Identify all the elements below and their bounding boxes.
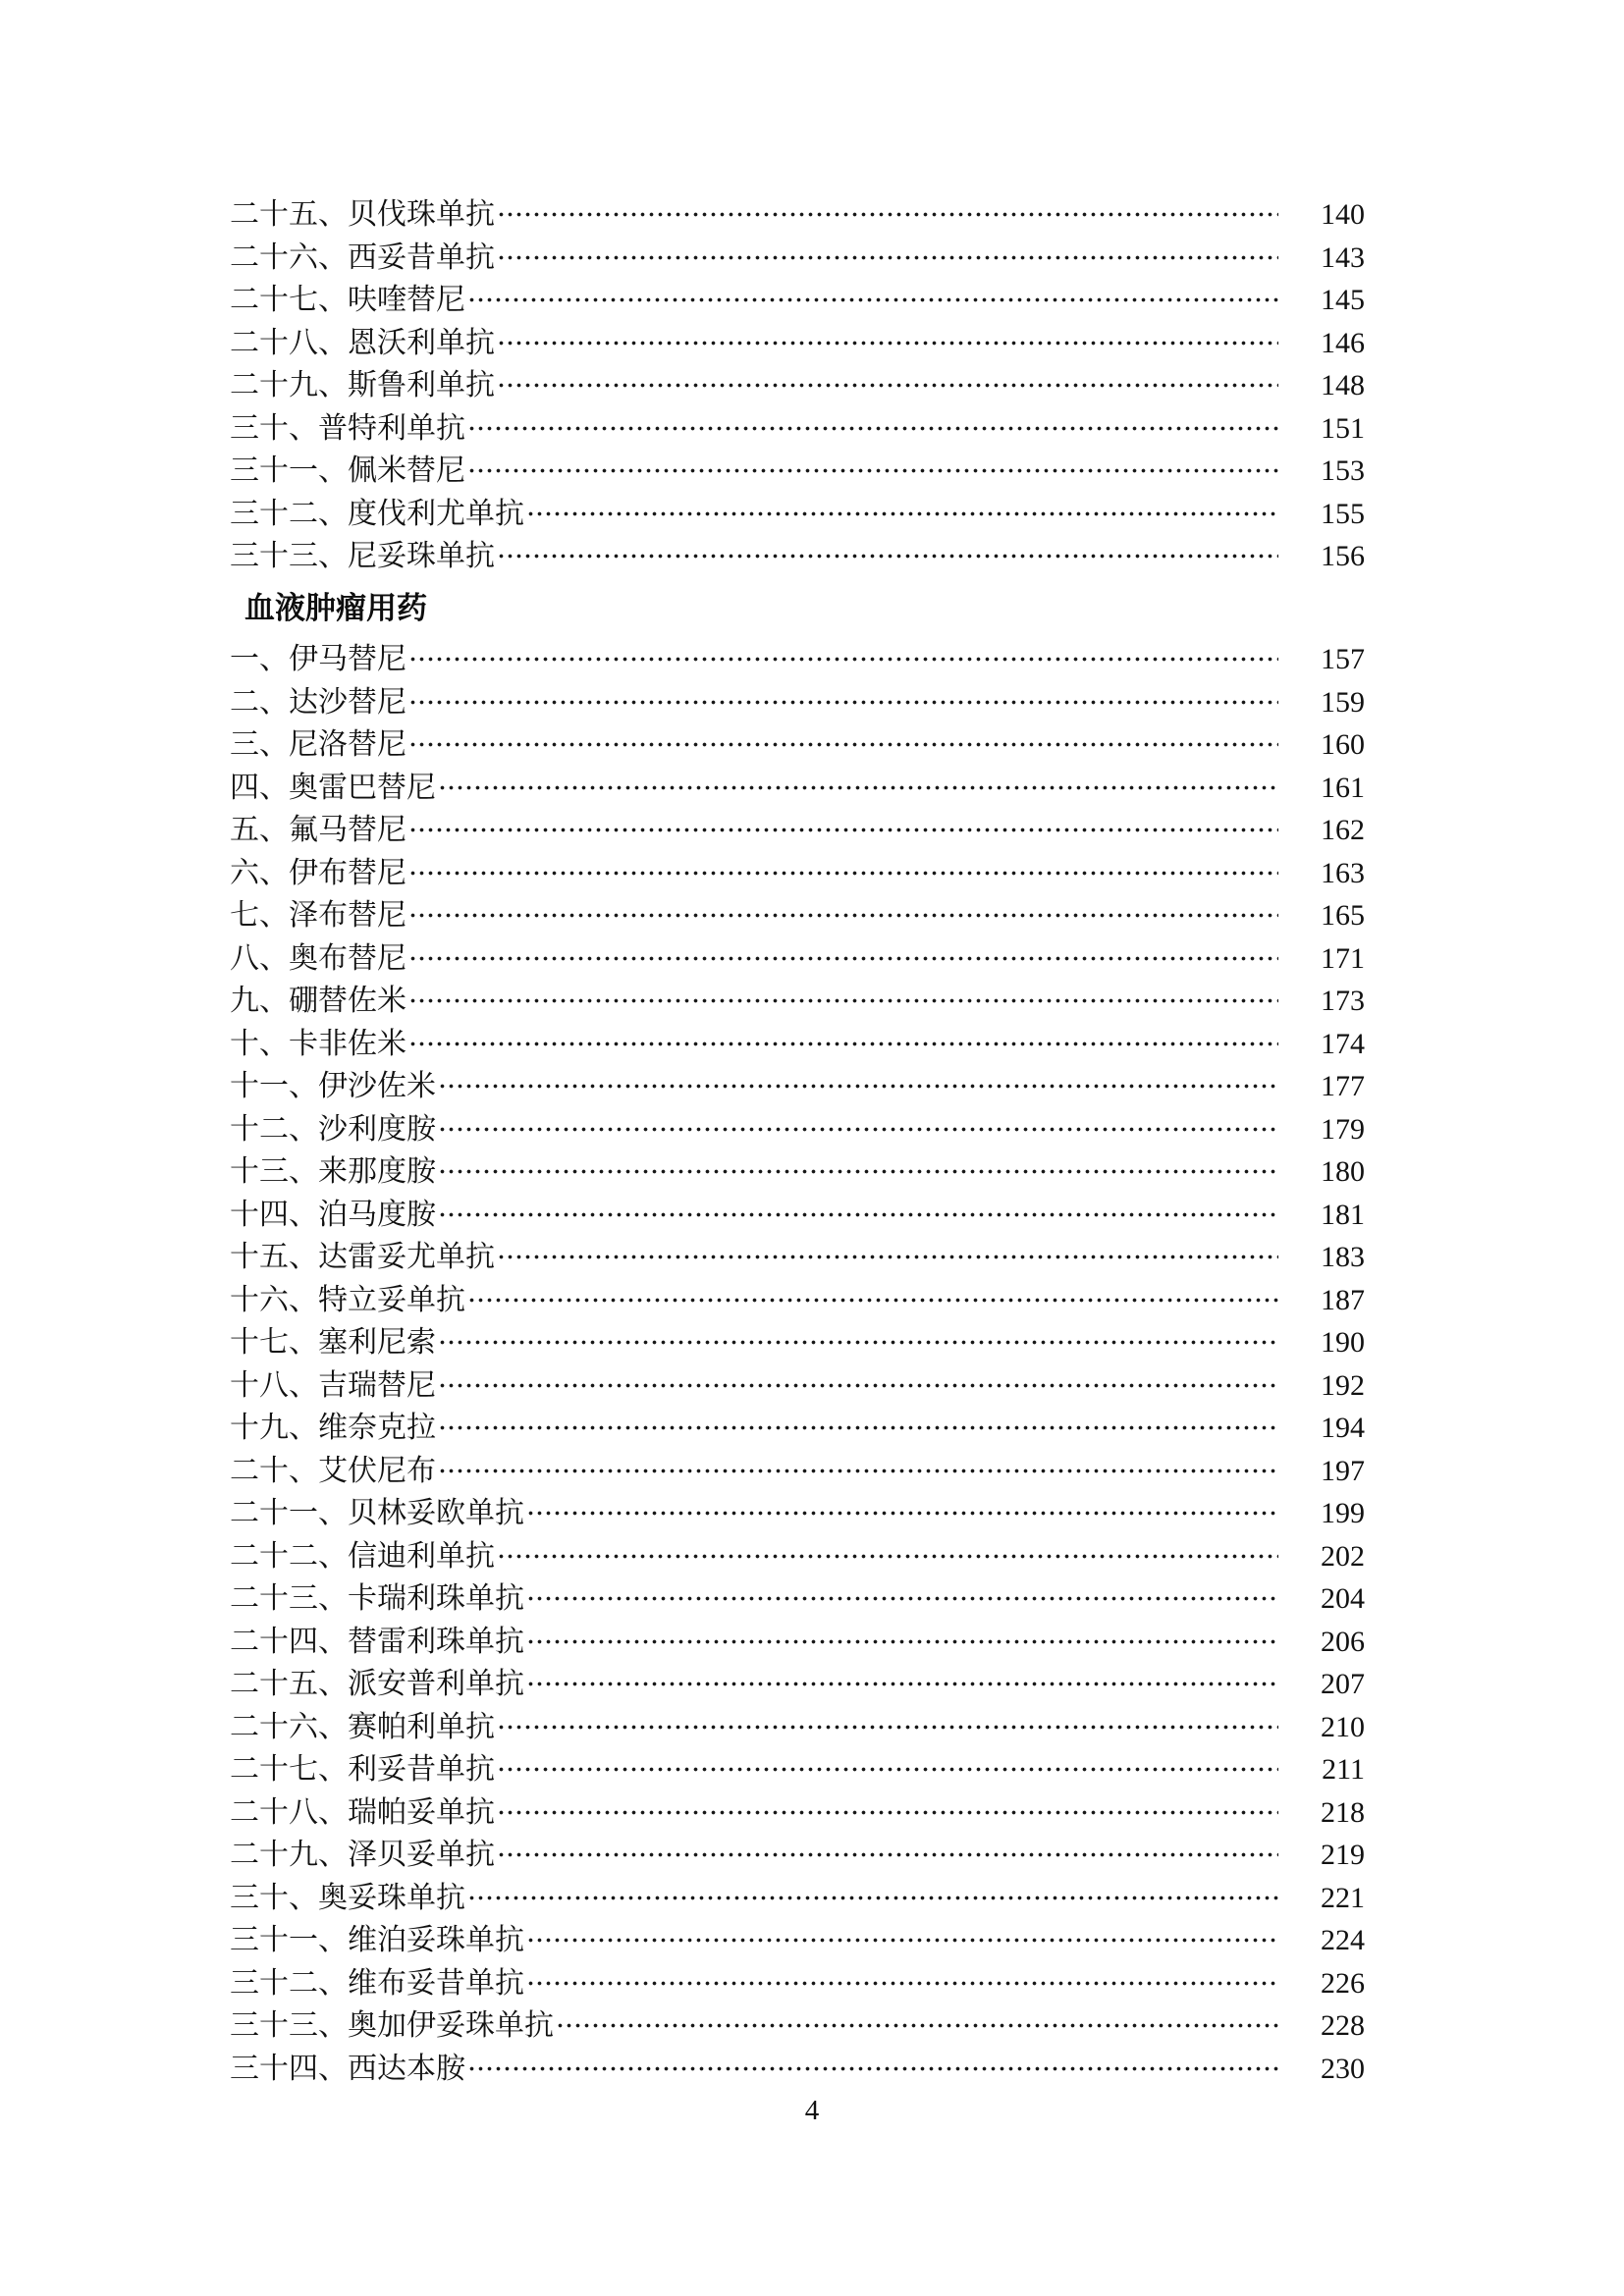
- toc-entry-page-number: 140: [1321, 198, 1365, 231]
- toc-entry-title: 三十二、维布妥昔单抗: [230, 1966, 524, 2000]
- toc-entry-page-number: 226: [1321, 1966, 1365, 2000]
- toc-entry-page-number: 192: [1321, 1368, 1365, 1402]
- toc-entry-page-number: 181: [1321, 1198, 1365, 1231]
- toc-entry: [230, 937, 1365, 981]
- toc-entry-title: 三十四、西达本胺: [230, 2052, 465, 2085]
- toc-entry-page-number: 221: [1321, 1881, 1365, 1914]
- toc-entry-title: 二十五、贝伐珠单抗: [230, 198, 495, 231]
- toc-entry-page-number: 228: [1321, 2009, 1365, 2042]
- toc-entry-page-number: 207: [1321, 1668, 1365, 1700]
- toc-entry-title: 二十七、呋喹替尼: [230, 284, 465, 316]
- dot-leader: [438, 1450, 1278, 1493]
- dot-leader: [438, 1321, 1278, 1364]
- toc-entry-page-number: 183: [1321, 1241, 1365, 1273]
- dot-leader: [497, 364, 1278, 407]
- toc-entry: [230, 2004, 1365, 2048]
- toc-entry-title: 十七、塞利尼索: [230, 1326, 436, 1359]
- toc-entry-title: 三十二、度伐利尤单抗: [230, 497, 524, 530]
- toc-entry-title: 三十、奥妥珠单抗: [230, 1881, 465, 1914]
- toc-entry-title: 十九、维奈克拉: [230, 1412, 436, 1444]
- toc-entry-title: 十三、来那度胺: [230, 1155, 436, 1188]
- toc-entry-title: 三、尼洛替尼: [230, 728, 406, 761]
- dot-leader: [467, 407, 1278, 451]
- toc-entry-title: 二十四、替雷利珠单抗: [230, 1625, 524, 1658]
- toc-entry-title: 二十八、恩沃利单抗: [230, 326, 495, 359]
- toc-entry-title: 三十一、维泊妥珠单抗: [230, 1924, 524, 1956]
- dot-leader: [497, 535, 1278, 578]
- toc-entry-title: 二十六、赛帕利单抗: [230, 1710, 495, 1743]
- dot-leader: [467, 279, 1278, 322]
- dot-leader: [438, 767, 1278, 810]
- toc-entry-title: 十、卡非佐米: [230, 1027, 406, 1060]
- toc-entry-title: 十二、沙利度胺: [230, 1112, 436, 1146]
- dot-leader: [497, 1834, 1278, 1877]
- toc-entry-title: 二十、艾伏尼布: [230, 1454, 436, 1487]
- toc-entry-page-number: 199: [1321, 1497, 1365, 1529]
- toc-entry-title: 四、奥雷巴替尼: [230, 771, 436, 804]
- dot-leader: [408, 980, 1278, 1023]
- dot-leader: [438, 1150, 1278, 1194]
- dot-leader: [467, 450, 1278, 493]
- toc-entry: [230, 1065, 1365, 1108]
- toc-entry-title: 十六、特立妥单抗: [230, 1283, 465, 1316]
- toc-entry-page-number: 197: [1321, 1454, 1365, 1487]
- dot-leader: [556, 2004, 1278, 2048]
- toc-entry-page-number: 211: [1322, 1753, 1365, 1786]
- toc-entry-page-number: 180: [1321, 1155, 1365, 1188]
- toc-entry-title: 二十六、西妥昔单抗: [230, 240, 495, 274]
- toc-entry: [230, 638, 1365, 681]
- dot-leader: [526, 1663, 1278, 1706]
- toc-entry: [230, 1279, 1365, 1322]
- dot-leader: [438, 1364, 1278, 1408]
- toc-entry-page-number: 194: [1321, 1412, 1365, 1444]
- toc-entry-page-number: 187: [1321, 1283, 1365, 1316]
- toc-entry-title: 十五、达雷妥尤单抗: [230, 1241, 495, 1273]
- toc-entry: [230, 1194, 1365, 1237]
- toc-entry-title: 二十七、利妥昔单抗: [230, 1753, 495, 1786]
- toc-entry-page-number: 177: [1321, 1070, 1365, 1102]
- toc-entry-title: 六、伊布替尼: [230, 856, 406, 889]
- toc-entry: [230, 1236, 1365, 1279]
- dot-leader: [526, 1492, 1278, 1535]
- toc-entry: [230, 493, 1365, 536]
- dot-leader: [526, 493, 1278, 536]
- toc-entry-page-number: 157: [1321, 643, 1365, 675]
- toc-entry-page-number: 179: [1321, 1112, 1365, 1146]
- toc-entry-page-number: 173: [1321, 985, 1365, 1017]
- toc-entry-page-number: 160: [1321, 728, 1365, 761]
- dot-leader: [438, 1108, 1278, 1151]
- dot-leader: [408, 723, 1278, 767]
- dot-leader: [408, 852, 1278, 895]
- dot-leader: [497, 237, 1278, 280]
- toc-entry: [230, 1364, 1365, 1408]
- toc-entry: [230, 1321, 1365, 1364]
- dot-leader: [526, 1962, 1278, 2005]
- toc-entry-title: 十八、吉瑞替尼: [230, 1368, 436, 1402]
- dot-leader: [526, 1621, 1278, 1664]
- toc-entry: [230, 1407, 1365, 1450]
- toc-entry: [230, 279, 1365, 322]
- toc-entry-page-number: 224: [1321, 1924, 1365, 1956]
- toc-entry-title: 十四、泊马度胺: [230, 1198, 436, 1231]
- toc-entry-page-number: 143: [1321, 240, 1365, 274]
- toc-entry: [230, 1492, 1365, 1535]
- toc-entry: [230, 1663, 1365, 1706]
- footer-page-number: 4: [804, 2095, 820, 2126]
- toc-entry-page-number: 230: [1321, 2052, 1365, 2085]
- dot-leader: [408, 937, 1278, 981]
- toc-entry: [230, 1150, 1365, 1194]
- toc-entry-title: 二十二、信迪利单抗: [230, 1539, 495, 1573]
- dot-leader: [467, 1877, 1278, 1920]
- toc-entry: [230, 767, 1365, 810]
- toc-entry-title: 三十三、奥加伊妥珠单抗: [230, 2009, 554, 2042]
- toc-entry: [230, 1834, 1365, 1877]
- toc-entry-page-number: 155: [1321, 497, 1365, 530]
- dot-leader: [497, 322, 1278, 365]
- dot-leader: [526, 1919, 1278, 1962]
- toc-entry: [230, 809, 1365, 852]
- toc-entry: [230, 1962, 1365, 2005]
- toc-entry-title: 二十三、卡瑞利珠单抗: [230, 1582, 524, 1615]
- toc-entry: [230, 681, 1365, 724]
- toc-entry: [230, 852, 1365, 895]
- toc-entry: [230, 980, 1365, 1023]
- toc-entry: [230, 1023, 1365, 1066]
- toc-entry-title: 二十九、斯鲁利单抗: [230, 369, 495, 401]
- dot-leader: [408, 1023, 1278, 1066]
- toc-entry-title: 三十、普特利单抗: [230, 411, 465, 445]
- toc-entry: [230, 407, 1365, 451]
- dot-leader: [408, 638, 1278, 681]
- toc-entry-title: 十一、伊沙佐米: [230, 1070, 436, 1102]
- toc-entry-page-number: 159: [1321, 685, 1365, 719]
- toc-entry-page-number: 161: [1321, 771, 1365, 804]
- toc-entry-page-number: 204: [1321, 1582, 1365, 1615]
- toc-entry-title: 八、奥布替尼: [230, 941, 406, 975]
- toc-entry: [230, 322, 1365, 365]
- toc-entry: [230, 450, 1365, 493]
- dot-leader: [408, 809, 1278, 852]
- toc-entry-page-number: 190: [1321, 1326, 1365, 1359]
- toc-entry: [230, 1748, 1365, 1791]
- toc-entry: [230, 2048, 1365, 2091]
- toc-entry: [230, 894, 1365, 937]
- toc-entry: [230, 364, 1365, 407]
- toc-entry-page-number: 162: [1321, 814, 1365, 846]
- toc-entry-title: 三十三、尼妥珠单抗: [230, 540, 495, 572]
- toc-entry-page-number: 151: [1321, 411, 1365, 445]
- toc-entry: [230, 1919, 1365, 1962]
- toc-entry-page-number: 219: [1321, 1839, 1365, 1871]
- toc-entry-page-number: 171: [1321, 941, 1365, 975]
- toc-entry-title: 三十一、佩米替尼: [230, 454, 465, 487]
- toc-entry: [230, 1577, 1365, 1621]
- toc-entry-title: 二十八、瑞帕妥单抗: [230, 1795, 495, 1829]
- dot-leader: [467, 2048, 1278, 2091]
- toc-entry-page-number: 156: [1321, 540, 1365, 572]
- toc-entry: [230, 1621, 1365, 1664]
- toc-entry-title: 二十九、泽贝妥单抗: [230, 1839, 495, 1871]
- dot-leader: [408, 681, 1278, 724]
- toc-entry-title: 二十一、贝林妥欧单抗: [230, 1497, 524, 1529]
- dot-leader: [467, 1279, 1278, 1322]
- dot-leader: [526, 1577, 1278, 1621]
- dot-leader: [497, 1535, 1278, 1578]
- toc-entry-title: 二、达沙替尼: [230, 685, 406, 719]
- dot-leader: [438, 1194, 1278, 1237]
- toc-entry-page-number: 146: [1321, 326, 1365, 359]
- toc-entry-page-number: 206: [1321, 1625, 1365, 1658]
- toc-entry-page-number: 165: [1321, 899, 1365, 932]
- dot-leader: [408, 894, 1278, 937]
- table-of-contents: [230, 193, 1365, 2090]
- dot-leader: [438, 1065, 1278, 1108]
- toc-entry-page-number: 153: [1321, 454, 1365, 487]
- toc-entry: [230, 1877, 1365, 1920]
- toc-entry-page-number: 218: [1321, 1795, 1365, 1829]
- toc-entry: [230, 1791, 1365, 1835]
- toc-entry-page-number: 145: [1321, 284, 1365, 316]
- toc-entry: [230, 1108, 1365, 1151]
- dot-leader: [438, 1407, 1278, 1450]
- toc-entry: [230, 237, 1365, 280]
- toc-entry-title: 九、硼替佐米: [230, 985, 406, 1017]
- dot-leader: [497, 1706, 1278, 1749]
- dot-leader: [497, 1748, 1278, 1791]
- dot-leader: [497, 1236, 1278, 1279]
- toc-entry: [230, 723, 1365, 767]
- toc-entry: [230, 193, 1365, 237]
- toc-entry: [230, 535, 1365, 578]
- toc-entry-title: 一、伊马替尼: [230, 643, 406, 675]
- toc-entry: [230, 1450, 1365, 1493]
- page-footer: [0, 2095, 1624, 2127]
- toc-entry-title: 二十五、派安普利单抗: [230, 1668, 524, 1700]
- toc-entry-page-number: 202: [1321, 1539, 1365, 1573]
- toc-entry-page-number: 210: [1321, 1710, 1365, 1743]
- dot-leader: [497, 1791, 1278, 1835]
- toc-entry-page-number: 163: [1321, 856, 1365, 889]
- toc-entry-title: 五、氟马替尼: [230, 814, 406, 846]
- toc-entry: [230, 1535, 1365, 1578]
- dot-leader: [497, 193, 1278, 237]
- toc-entry: [230, 1706, 1365, 1749]
- toc-entry-page-number: 148: [1321, 369, 1365, 401]
- toc-entry-title: 七、泽布替尼: [230, 899, 406, 932]
- toc-entry-page-number: 174: [1321, 1027, 1365, 1060]
- toc-section-header: 血液肿瘤用药: [244, 590, 427, 625]
